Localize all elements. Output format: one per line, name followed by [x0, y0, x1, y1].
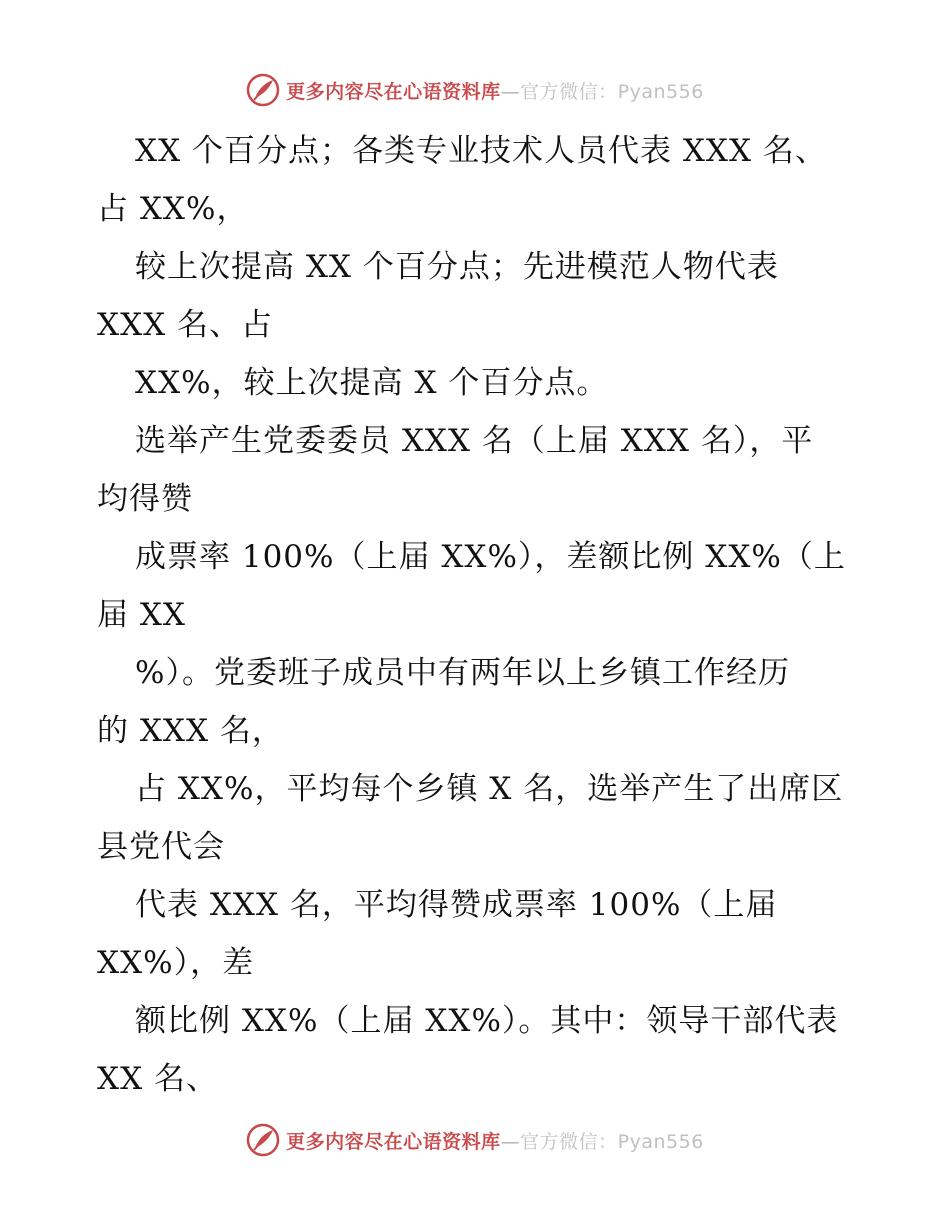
banner-main-text: 更多内容尽在心语资料库 [286, 80, 501, 103]
text-line: 县党代会 [97, 829, 225, 865]
text-line: XX%），差 [97, 945, 255, 981]
text-line: %）。党委班子成员中有两年以上乡镇工作经历 [135, 655, 790, 691]
text-line: 占 XX%，平均每个乡镇 X 名，选举产生了出席区 [135, 771, 844, 807]
text-line: 成票率 100%（上届 XX%），差额比例 XX%（上 [135, 539, 846, 575]
text-line: 均得赞 [97, 481, 193, 517]
text-line: XX 名、 [97, 1061, 218, 1097]
document-body [97, 122, 857, 1108]
feather-pen-logo-icon [246, 73, 280, 107]
footer-banner [0, 1120, 950, 1160]
text-line: 届 XX [97, 597, 186, 633]
banner-main-text: 更多内容尽在心语资料库 [286, 1130, 501, 1153]
text-line: 选举产生党委委员 XXX 名（上届 XXX 名），平 [135, 423, 814, 459]
banner-wechat-text: 官方微信：Pyan556 [520, 1130, 704, 1153]
text-line: 代表 XXX 名，平均得赞成票率 100%（上届 [135, 887, 778, 923]
text-line: 占 XX%， [97, 191, 249, 227]
text-line: 的 XXX 名， [97, 713, 284, 749]
banner-text [286, 77, 704, 104]
banner-wechat-text: 官方微信：Pyan556 [520, 80, 704, 103]
text-line: 较上次提高 XX 个百分点；先进模范人物代表 [135, 249, 779, 285]
feather-pen-logo-icon [246, 1123, 280, 1157]
banner-separator: — [500, 80, 521, 103]
banner-text [286, 1127, 704, 1154]
text-line: XX%，较上次提高 X 个百分点。 [135, 365, 609, 401]
text-line: XX 个百分点；各类专业技术人员代表 XXX 名、 [135, 133, 827, 169]
text-line: XXX 名、占 [97, 307, 274, 343]
header-banner [0, 70, 950, 110]
text-line: 额比例 XX%（上届 XX%）。其中：领导干部代表 [135, 1003, 839, 1039]
banner-separator: — [500, 1130, 521, 1153]
